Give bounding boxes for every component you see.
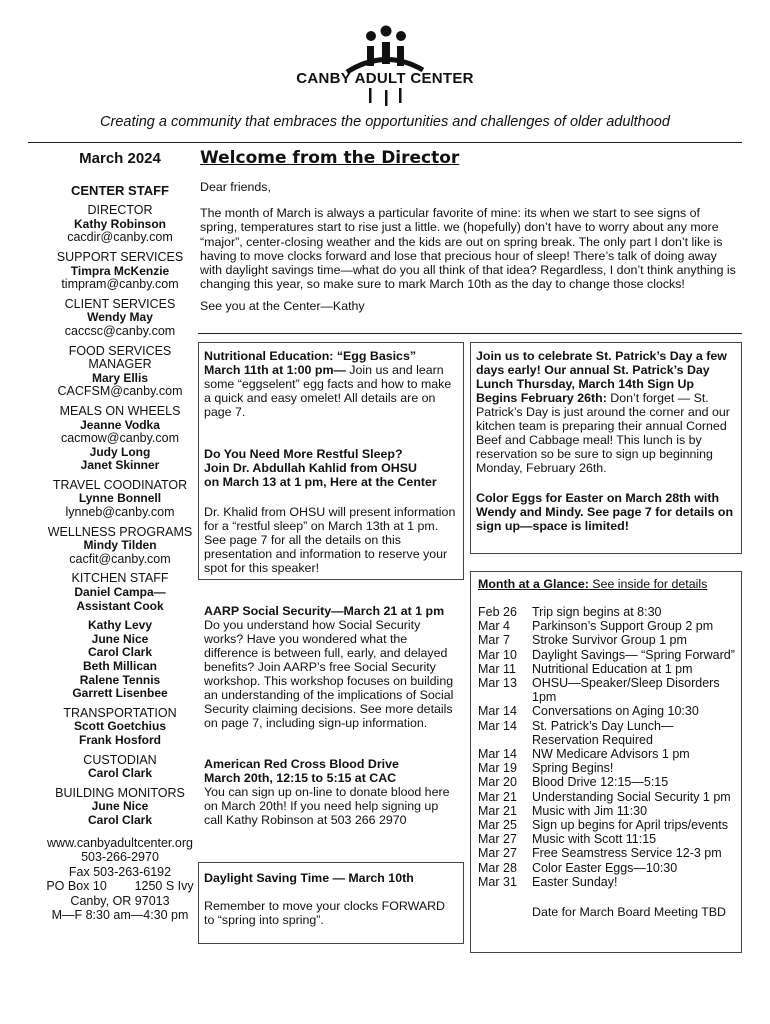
staff-role: WELLNESS PROGRAMS: [47, 524, 193, 539]
stpatricks-article: [476, 349, 734, 533]
contact-line: PO Box 10 1250 S Ivy: [46, 879, 194, 894]
staff-role: CLIENT SERVICES: [64, 296, 176, 311]
staff-email[interactable]: cacfit@canby.com: [69, 551, 171, 566]
staff-email[interactable]: CACFSM@canby.com: [57, 384, 183, 399]
glance-row: [478, 832, 738, 846]
glance-date: Mar 14: [478, 718, 517, 733]
nutrition-title: Nutritional Education: “Egg Basics”: [204, 349, 417, 363]
website-link[interactable]: www.canbyadultcenter.org: [47, 835, 193, 850]
glance-row: [478, 704, 738, 718]
staff-section: [28, 345, 212, 399]
sleep-subtitle-1: Join Dr. Abdullah Kahlid from OHSU: [204, 461, 417, 475]
contact-line: Canby, OR 97013: [70, 893, 170, 908]
glance-date: Mar 7: [478, 633, 510, 648]
staff-section: [28, 405, 212, 473]
glance-row: [478, 846, 738, 860]
glance-date: Mar 14: [478, 747, 517, 762]
glance-row: [478, 818, 738, 832]
glance-event: Daylight Savings— “Spring Forward”: [532, 647, 735, 662]
staff-name: Lynne Bonnell: [78, 491, 162, 506]
glance-row: [478, 662, 738, 676]
glance-title: Month at a Glance:: [478, 577, 589, 591]
glance-row: [478, 719, 738, 747]
staff-role: BUILDING MONITORS: [55, 785, 185, 800]
glance-date: Mar 27: [478, 832, 517, 847]
glance-row: [478, 605, 738, 619]
staff-section: [28, 754, 212, 781]
staff-name: Kathy Levy: [87, 618, 153, 633]
glance-date: Mar 21: [478, 803, 517, 818]
welcome-letter: [200, 180, 740, 326]
contact-line: M—F 8:30 am—4:30 pm: [51, 908, 189, 923]
staff-name: Janet Skinner: [80, 458, 160, 473]
staff-name: Beth Millican: [82, 659, 157, 673]
staff-email[interactable]: caccsc@canby.com: [64, 323, 176, 338]
glance-event: Stroke Survivor Group 1 pm: [532, 633, 687, 648]
glance-event: Spring Begins!: [532, 761, 614, 776]
glance-date: Mar 10: [478, 647, 517, 662]
glance-event: OHSU—Speaker/Sleep Disorders 1pm: [532, 676, 720, 705]
welcome-divider: [198, 333, 742, 334]
staff-name: Ralene Tennis: [79, 672, 161, 687]
glance-date: Mar 27: [478, 846, 517, 861]
glance-row: [478, 775, 738, 789]
welcome-body: The month of March is always a particular favorite of mine: its when we start to see signs of spring, temperatures start to rise just a little. we (hopefully) don’t have to worry about any more “major”, center-closing weather and the kids are out on spring break. The only part I don’t like is having to move clocks forward and lose that precious hour of sleep! There’s talk of doing away with daylight savings time—what do you all think of that idea? Regardless, I don’t think anything is changing this year, so make sure to mark March 10th as the day to change those clocks!: [200, 206, 736, 292]
staff-role: CUSTODIAN: [83, 752, 157, 767]
glance-date: Mar 13: [478, 676, 517, 691]
blood-title: American Red Cross Blood Drive: [204, 757, 399, 771]
stpatricks-headline: Join us to celebrate St. Patrick’s Day a few days early! Our annual St. Patrick’s Day Lunch Thursday, March 14th Sign Up Begins February 26th:: [476, 349, 727, 405]
glance-event: Color Easter Eggs—10:30: [532, 860, 678, 875]
glance-row: [478, 804, 738, 818]
sleep-article: [204, 447, 460, 575]
glance-row: [478, 790, 738, 804]
glance-date: Mar 14: [478, 704, 517, 719]
staff-name: Carol Clark: [87, 812, 153, 827]
glance-event: Blood Drive 12:15—5:15: [532, 775, 669, 790]
staff-list: [28, 204, 212, 827]
glance-event: St. Patrick’s Day Lunch— Reservation Required: [532, 718, 674, 747]
staff-role: DIRECTOR: [87, 203, 153, 218]
contact-info: [28, 836, 212, 923]
staff-name: Scott Goetchius: [73, 719, 166, 734]
glance-row: [478, 761, 738, 775]
staff-name: Carol Clark: [87, 766, 153, 781]
staff-section: [28, 298, 212, 339]
people-logo-icon: [285, 22, 485, 112]
staff-section: [28, 251, 212, 292]
tagline: Creating a community that embraces the opportunities and challenges of older adulthood: [100, 114, 670, 130]
easter-eggs-note: Color Eggs for Easter on March 28th with Wendy and Mindy. See page 7 for details on sign up—space is limited!: [476, 491, 734, 533]
staff-role: TRANSPORTATION: [63, 705, 177, 720]
staff-name: Kathy Robinson: [74, 216, 166, 231]
staff-role: KITCHEN STAFF: [71, 571, 169, 586]
glance-event: Music with Jim 11:30: [532, 803, 648, 818]
month-at-a-glance: [478, 577, 738, 919]
staff-name: Assistant Cook: [76, 598, 164, 613]
glance-row: [478, 633, 738, 647]
staff-name: Timpra McKenzie: [70, 263, 170, 278]
glance-event: NW Medicare Advisors 1 pm: [532, 747, 690, 762]
glance-row: [478, 648, 738, 662]
signoff: See you at the Center—Kathy: [200, 299, 365, 314]
staff-name: Carol Clark: [87, 645, 153, 660]
staff-role: SUPPORT SERVICES: [56, 249, 184, 264]
staff-name: June Nice: [91, 799, 149, 814]
glance-date: Feb 26: [478, 605, 517, 619]
org-logo: [285, 22, 485, 112]
dst-title: Daylight Saving Time — March 10th: [204, 871, 414, 885]
staff-role: MEALS ON WHEELS: [59, 403, 181, 418]
nutrition-article: [204, 349, 458, 419]
staff-name: June Nice: [91, 631, 149, 646]
glance-date: Mar 4: [478, 619, 510, 634]
sleep-title: Do You Need More Restful Sleep?: [204, 447, 403, 461]
glance-event: Understanding Social Security 1 pm: [532, 789, 731, 804]
staff-role: FOOD SERVICES MANAGER: [68, 343, 172, 372]
staff-name: Frank Hosford: [78, 732, 161, 747]
staff-section: [28, 572, 212, 700]
dst-body: Remember to move your clocks FORWARD to “spring into spring”.: [204, 899, 445, 927]
staff-role: TRAVEL COODINATOR: [52, 477, 188, 492]
glance-event: Easter Sunday!: [532, 874, 618, 889]
staff-email[interactable]: timpram@canby.com: [61, 277, 179, 292]
header-divider: [28, 142, 742, 143]
staff-section: [28, 526, 212, 567]
glance-event: Sign up begins for April trips/events: [532, 818, 728, 833]
org-name: CANBY ADULT CENTER: [296, 70, 474, 87]
glance-row: [478, 747, 738, 761]
staff-section: [28, 707, 212, 748]
glance-date: Mar 11: [478, 661, 516, 676]
staff-name: Daniel Campa—: [74, 585, 166, 600]
aarp-title: AARP Social Security—March 21 at 1 pm: [204, 604, 445, 618]
glance-event: Conversations on Aging 10:30: [532, 704, 699, 719]
welcome-title: Welcome from the Director: [200, 148, 460, 168]
staff-name: Wendy May: [87, 310, 153, 325]
glance-event: Music with Scott 11:15: [532, 832, 657, 847]
contact-line: 503-266-2970: [81, 850, 159, 865]
glance-row: [478, 619, 738, 633]
staff-name: Mindy Tilden: [83, 538, 157, 553]
staff-name: Judy Long: [89, 444, 151, 459]
glance-row: [478, 676, 738, 704]
glance-list: [478, 605, 738, 889]
staff-name: Jeanne Vodka: [80, 417, 160, 432]
staff-section: [28, 787, 212, 828]
staff-name: Mary Ellis: [91, 370, 149, 385]
aarp-body: Do you understand how Social Security works? Have you wondered what the difference is between full, early, and delayed benefits? Join AARP’s free Social Security workshop. This workshop focuses on building an understanding of the implications of Social Security claiming decisions. See more details on page 7, including sign-up information.: [204, 618, 454, 730]
issue-month: March 2024: [79, 150, 161, 167]
nutrition-date: March 11th at 1:00 pm—: [204, 363, 346, 377]
staff-heading: CENTER STAFF: [71, 182, 169, 198]
glance-date: Mar 20: [478, 775, 517, 790]
glance-note: See inside for details: [588, 577, 708, 591]
glance-event: Free Seamstress Service 12-3 pm: [532, 846, 722, 861]
glance-event: Nutritional Education at 1 pm: [532, 661, 693, 676]
stpatricks-body: Don’t forget — St. Patrick’s Day is just around the corner and our kitchen team is preparing their annual Corned Beef and Cabbage meal! This lunch is by reservation so be sure to sign up beginning Monday, February 26th.: [476, 391, 730, 475]
nutrition-body: Join us and learn some “eggselent” egg facts and how to make a quick and easy omelet! All details are on page 7.: [204, 363, 452, 419]
blood-drive-article: [204, 757, 460, 827]
dst-article: [204, 871, 458, 927]
staff-section: [28, 479, 212, 520]
staff-email[interactable]: cacmow@canby.com: [60, 431, 180, 446]
glance-date: Mar 21: [478, 789, 517, 804]
blood-date: March 20th, 12:15 to 5:15 at CAC: [204, 771, 397, 785]
aarp-article: [204, 604, 460, 730]
staff-section: [28, 204, 212, 245]
glance-event: Trip sign begins at 8:30: [532, 605, 662, 619]
glance-date: Mar 19: [478, 761, 517, 776]
staff-email[interactable]: lynneb@canby.com: [65, 505, 175, 520]
staff-sidebar: [28, 152, 212, 923]
contact-line: Fax 503-263-6192: [68, 864, 172, 879]
staff-email[interactable]: cacdir@canby.com: [67, 230, 173, 245]
blood-body: You can sign up on-line to donate blood here on March 20th! If you need help signing up call Kathy Robinson at 503 266 2970: [204, 785, 450, 827]
glance-row: [478, 861, 738, 875]
sleep-body: Dr. Khalid from OHSU will present information for a “restful sleep” on March 13th at 1 pm. See page 7 for all the details on this presentation and information to reserve your spot for this speaker!: [204, 505, 456, 575]
glance-date: Mar 28: [478, 860, 517, 875]
greeting: Dear friends,: [200, 180, 271, 194]
glance-event: Parkinson’s Support Group 2 pm: [532, 619, 714, 634]
staff-name: Garrett Lisenbee: [72, 686, 168, 701]
glance-date: Mar 25: [478, 818, 517, 833]
sleep-subtitle-2: on March 13 at 1 pm, Here at the Center: [204, 475, 437, 489]
glance-date: Mar 31: [478, 874, 517, 889]
glance-row: [478, 875, 738, 889]
board-meeting-note: Date for March Board Meeting TBD: [532, 905, 726, 920]
